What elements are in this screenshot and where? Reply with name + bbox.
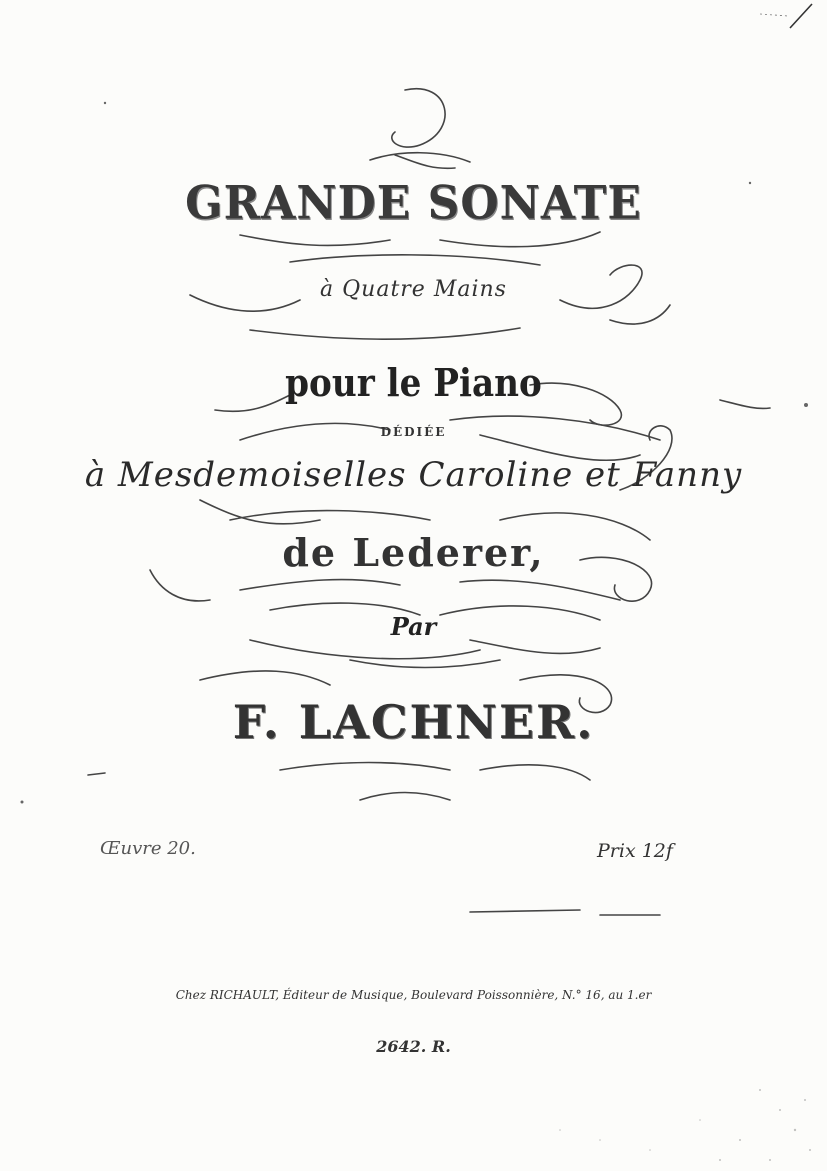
publisher-line: Chez RICHAULT, Éditeur de Musique, Boulevard Poissonnière, N.° 16, au 1.er xyxy=(175,988,652,1002)
work-title: GRANDE SONATE xyxy=(185,176,642,231)
dedication-label: DÉDIÉE xyxy=(380,425,447,439)
opus-number: Œuvre 20. xyxy=(100,838,196,859)
composer-name: F. LACHNER. xyxy=(232,695,595,749)
by-label: Par xyxy=(390,612,437,641)
instrument: pour le Piano xyxy=(285,360,542,405)
plate-number: 2642. R. xyxy=(376,1037,451,1056)
price: Prix 12f xyxy=(597,840,673,862)
dedicatees: à Mesdemoiselles Caroline et Fanny xyxy=(84,455,743,495)
instrumentation: à Quatre Mains xyxy=(320,277,507,302)
dedicatee-family: de Lederer, xyxy=(282,530,545,575)
pencil-mark-icon xyxy=(760,0,820,40)
